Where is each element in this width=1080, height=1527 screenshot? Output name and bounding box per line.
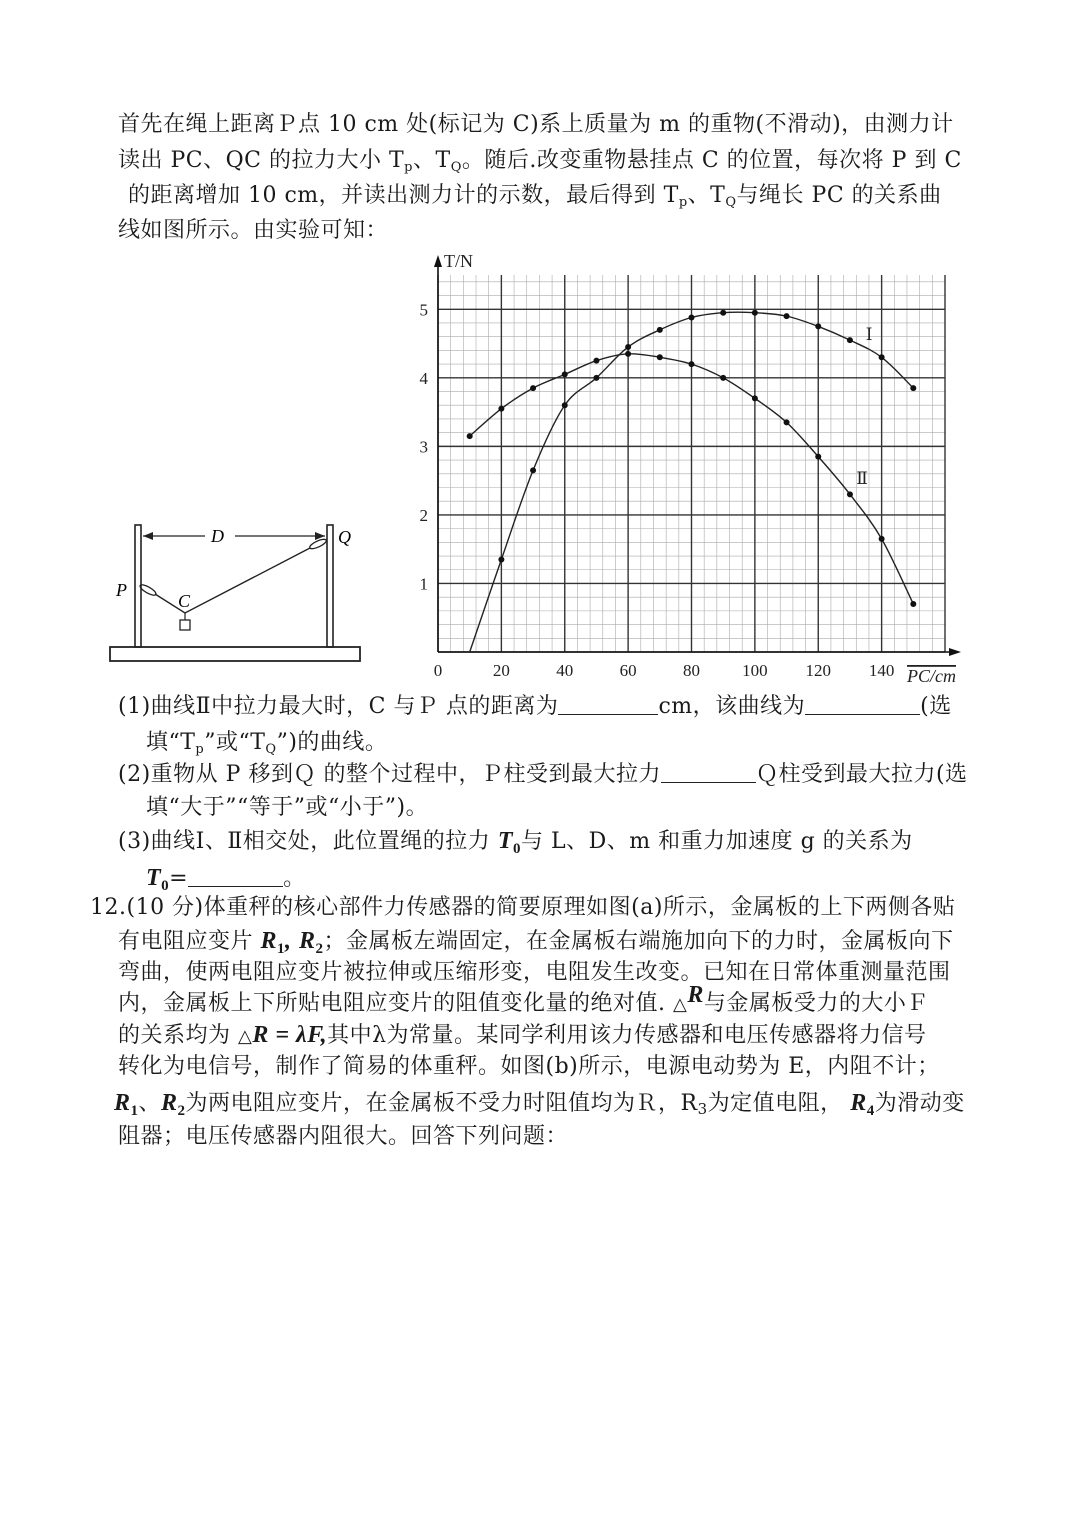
data-point-2 [530, 467, 536, 473]
apparatus-diagram [105, 515, 365, 670]
x-tick-label: 100 [742, 661, 768, 680]
q12-line-6: 转化为电信号，制作了简易的体重秤。如图(b)所示，电源电动势为 E，内阻不计； [118, 1054, 940, 1079]
data-point-2 [689, 314, 695, 320]
data-point-2 [498, 556, 504, 562]
data-point-1 [752, 395, 758, 401]
q12-line-3: 弯曲，使两电阻应变片被拉伸或压缩形变，电阻发生改变。已知在日常体重测量范围 [118, 960, 951, 985]
data-point-1 [593, 358, 599, 364]
q12-line-5: 的关系均为 △R = λF,其中λ为常量。某同学利用该力传感器和电压传感器将力信号 [118, 1022, 927, 1048]
data-point-1 [910, 601, 916, 607]
data-point-1 [562, 371, 568, 377]
y-tick-label: 2 [419, 505, 428, 525]
intro-line-4: 线如图所示。由实验可知： [118, 218, 389, 243]
q12-line-8: 阻器；电压传感器内阻很大。回答下列问题： [118, 1124, 569, 1149]
q12-line-7: $R_1$、$R_2$为两电阻应变片，在金属板不受力时阻值均为Ｒ，$R_3$为定值电阻， $R_4$为滑动变 [114, 1090, 965, 1119]
y-axis-arrow [434, 255, 442, 267]
q2-line-2: 填“大于”“等于”或“小于”)。 [146, 795, 429, 820]
data-point-1 [625, 351, 631, 357]
q2-blank[interactable] [661, 760, 756, 783]
y-tick-label: 3 [419, 437, 428, 457]
intro-line-3: 的距离增加 10 cm，并读出测力计的示数，最后得到 $T_p$、$T_Q$与绳长 PC 的关系曲 [128, 183, 942, 210]
q12-line-1: 12.(10 分)体重秤的核心部件力传感器的简要原理如图(a)所示，金属板的上下两侧各贴 [90, 895, 956, 920]
series-label-2: Ⅱ [856, 469, 868, 489]
data-point-2 [625, 344, 631, 350]
x-tick-label: 140 [868, 661, 895, 680]
x-tick-label: 80 [683, 661, 700, 680]
data-point-1 [498, 406, 504, 412]
data-point-1 [657, 354, 663, 360]
q3-line-1: (3)曲线Ⅰ、Ⅱ相交处，此位置绳的拉力 $T_0$与 L、D、m 和重力加速度 g 的关系为 [118, 828, 913, 857]
data-point-2 [562, 402, 568, 408]
data-point-2 [815, 323, 821, 329]
x-tick-label: 40 [556, 661, 574, 680]
x-tick-label: 60 [619, 661, 637, 680]
data-point-2 [720, 310, 726, 316]
data-point-2 [752, 310, 758, 316]
x-tick-label: 20 [492, 661, 510, 680]
y-tick-label: 5 [419, 300, 428, 320]
y-axis-label: T/N [444, 251, 473, 271]
x-axis-arrow [949, 648, 961, 656]
x-axis-label: PC/cm [907, 666, 956, 686]
force-meter-q [309, 537, 328, 550]
label-D: D [211, 526, 224, 546]
q12-line-4: 内，金属板上下所贴电阻应变片的阻值变化量的绝对值. △R与金属板受力的大小Ｆ [118, 982, 929, 1016]
intro-line-2: 读出 PC、QC 的拉力大小 $T_p$、$T_Q$。随后.改变重物悬挂点 C 的位置，每次将 P 到 C [118, 148, 962, 175]
data-point-2 [593, 375, 599, 381]
label-C: C [178, 591, 191, 611]
y-tick-label: 1 [419, 574, 428, 594]
q1-blank-distance[interactable] [558, 692, 658, 715]
tension-chart [405, 245, 975, 695]
q1-line-1: (1)曲线Ⅱ中拉力最大时，C 与Ｐ 点的距离为 cm，该曲线为 (选 [118, 694, 952, 719]
y-tick-label: 4 [419, 368, 428, 388]
q3-line-2: $T_0=$ 。 [146, 865, 306, 894]
q1-line-2: 填“$T_p$”或“$T_Q$”)的曲线。 [146, 730, 388, 757]
q3-blank[interactable] [188, 864, 283, 887]
q12-line-2: 有电阻应变片 $R_1$, $R_2$；金属板左端固定，在金属板右端施加向下的力时，金属板向下 [118, 928, 954, 957]
label-P: P [116, 580, 127, 600]
data-point-2 [847, 337, 853, 343]
x-tick-label: 120 [805, 661, 831, 680]
data-point-1 [815, 454, 821, 460]
data-point-1 [784, 419, 790, 425]
q1-blank-curve[interactable] [805, 692, 920, 715]
data-point-1 [530, 385, 536, 391]
data-point-1 [847, 491, 853, 497]
data-point-2 [784, 313, 790, 319]
data-point-1 [879, 536, 885, 542]
data-point-2 [910, 385, 916, 391]
weight-block [180, 620, 190, 630]
q2-line-1: (2)重物从 P 移到Ｑ 的整个过程中，Ｐ柱受到最大拉力 Ｑ柱受到最大拉力(选 [118, 762, 968, 787]
x-tick-label: 0 [433, 661, 443, 680]
series-label-1: Ⅰ [865, 325, 873, 345]
data-point-2 [657, 327, 663, 333]
data-point-2 [879, 354, 885, 360]
label-Q: Q [338, 527, 351, 547]
data-point-1 [467, 433, 473, 439]
data-point-1 [689, 361, 695, 367]
data-point-1 [720, 375, 726, 381]
intro-line-1: 首先在绳上距离Ｐ点 10 cm 处(标记为 C)系上质量为 m 的重物(不滑动)，由测力计 [118, 112, 954, 137]
